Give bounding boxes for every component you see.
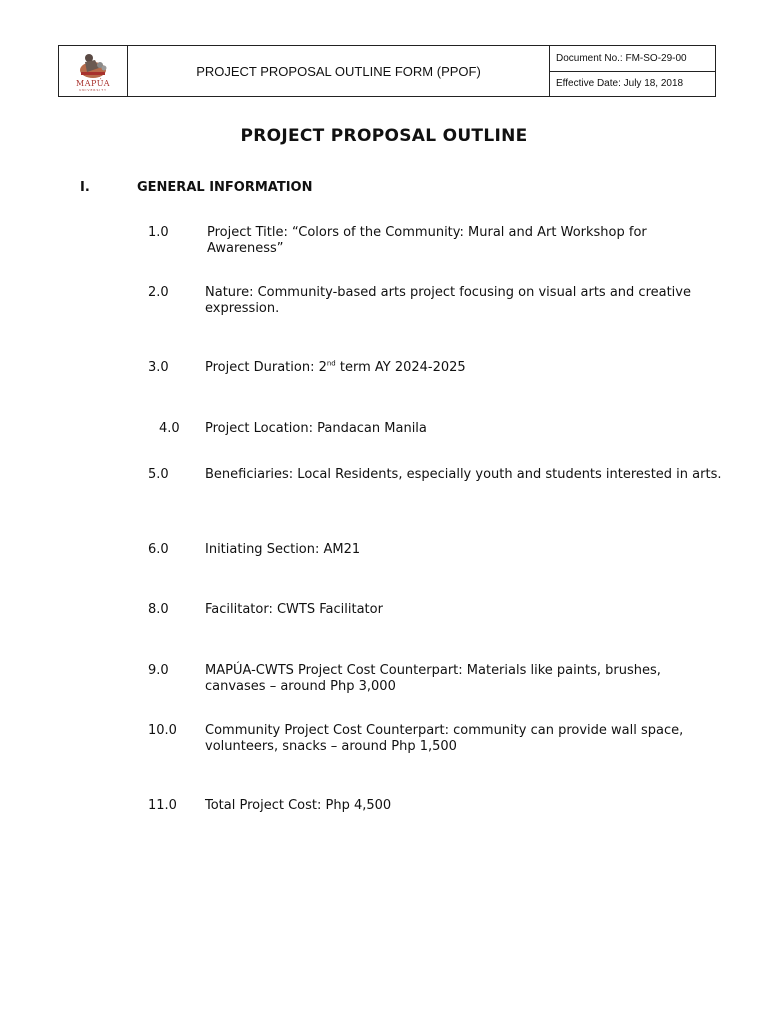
item-beneficiaries: Beneficiaries: Local Residents, especially youth and students interested in arts.	[205, 467, 722, 482]
item-number: 2.0	[148, 285, 169, 300]
item-initiating-section: Initiating Section: AM21	[205, 542, 361, 557]
item-nature: Nature: Community-based arts project focusing on visual arts and creative expression.	[205, 285, 691, 316]
section-title: GENERAL INFORMATION	[137, 180, 313, 195]
duration-text-post: term AY 2024-2025	[335, 360, 466, 375]
university-logo	[59, 46, 128, 96]
item-project-location: Project Location: Pandacan Manila	[205, 421, 427, 436]
item-number: 5.0	[148, 467, 169, 482]
item-project-duration	[205, 360, 725, 376]
item-facilitator: Facilitator: CWTS Facilitator	[205, 602, 383, 617]
page-title: PROJECT PROPOSAL OUTLINE	[240, 126, 528, 146]
duration-text-pre: Project Duration: 2	[205, 360, 327, 375]
mapua-seal-icon	[73, 50, 113, 80]
duration-ordinal-suffix: nd	[326, 359, 336, 368]
form-title: PROJECT PROPOSAL OUTLINE FORM (PPOF)	[128, 46, 550, 96]
item-number: 6.0	[148, 542, 169, 557]
item-number: 9.0	[148, 663, 169, 678]
item-number: 1.0	[148, 225, 169, 240]
item-project-title: Project Title: “Colors of the Community: Mural and Art Workshop for Awareness”	[207, 225, 647, 256]
item-community-cost: Community Project Cost Counterpart: community can provide wall space, volunteers, snacks – around Php 1,500	[205, 723, 684, 754]
document-header	[58, 45, 716, 97]
document-meta	[550, 46, 715, 96]
effective-date: Effective Date: July 18, 2018	[550, 71, 715, 97]
item-mapua-cost: MAPÚA-CWTS Project Cost Counterpart: Materials like paints, brushes, canvases – around Php 3,000	[205, 663, 661, 694]
logo-wordmark: MAPÚA	[76, 79, 110, 88]
item-number: 10.0	[148, 723, 177, 738]
logo-subtext: UNIVERSITY	[79, 88, 107, 92]
item-number: 3.0	[148, 360, 169, 375]
item-number: 4.0	[159, 421, 180, 436]
item-number: 8.0	[148, 602, 169, 617]
document-number: Document No.: FM-SO-29-00	[556, 52, 687, 64]
item-total-cost: Total Project Cost: Php 4,500	[205, 798, 392, 813]
item-number: 11.0	[148, 798, 177, 813]
section-number: I.	[80, 180, 90, 195]
